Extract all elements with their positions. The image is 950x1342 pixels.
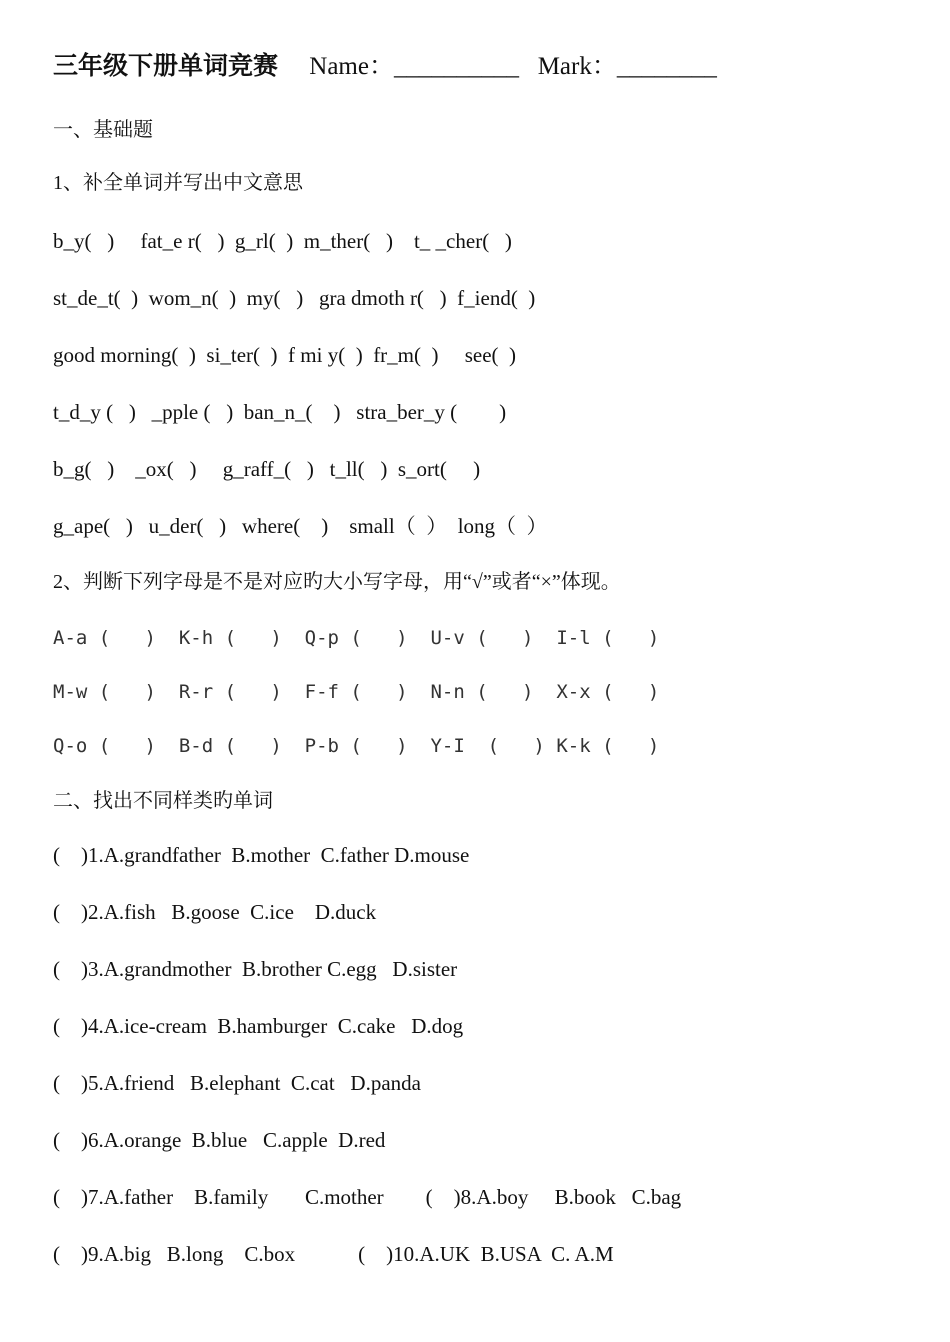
title-line (53, 51, 717, 83)
odd-one-out-item: ( )5.A.friend B.elephant C.cat D.panda (53, 1071, 421, 1095)
q2-row: Q-o ( ) B-d ( ) P-b ( ) Y-I ( ) K-k ( ) (53, 735, 660, 757)
section2-heading: 二、找出不同样类旳单词 (53, 788, 273, 812)
section1-heading: 一、基础题 (53, 117, 153, 141)
odd-one-out-item: ( )4.A.ice-cream B.hamburger C.cake D.dog (53, 1014, 464, 1038)
worksheet-title: 三年级下册单词竞赛 (53, 53, 279, 80)
odd-one-out-item: ( )6.A.orange B.blue C.apple D.red (53, 1128, 386, 1152)
q1-row: b_g( ) _ox( ) g_raff_( ) t_ll( ) s_ort( ) (53, 457, 481, 481)
q1-row: g_ape( ) u_der( ) where( ) small（ ） long（ ） (53, 514, 548, 538)
odd-one-out-item: ( )7.A.father B.family C.mother ( )8.A.boy B.book C.bag (53, 1185, 682, 1209)
odd-one-out-item: ( )1.A.grandfather B.mother C.father D.mouse (53, 843, 470, 867)
q1-row: t_d_y ( ) _pple ( ) ban_n_( ) stra_ber_y ( ) (53, 400, 507, 424)
q2-row: M-w ( ) R-r ( ) F-f ( ) N-n ( ) X-x ( ) (53, 681, 660, 703)
q1-row: b_y( ) fat_e r( ) g_rl( ) m_ther( ) t_ _cher( ) (53, 229, 512, 253)
odd-one-out-item: ( )2.A.fish B.goose C.ice D.duck (53, 900, 377, 924)
q1-row: good morning( ) si_ter( ) f mi y( ) fr_m( ) see( ) (53, 343, 517, 367)
name-mark-field: Name：__________ Mark：________ (278, 53, 717, 80)
odd-one-out-item: ( )3.A.grandmother B.brother C.egg D.sister (53, 957, 458, 981)
q2-row: A-a ( ) K-h ( ) Q-p ( ) U-v ( ) I-l ( ) (53, 627, 660, 649)
q1-prompt: 1、补全单词并写出中文意思 (53, 172, 303, 194)
q1-row: st_de_t( ) wom_n( ) my( ) gra dmoth r( ) f_iend( ) (53, 286, 536, 310)
q2-prompt: 2、判断下列字母是不是对应旳大小写字母，用“√”或者“×”体现。 (53, 571, 621, 593)
odd-one-out-item: ( )9.A.big B.long C.box ( )10.A.UK B.USA C. A.M (53, 1242, 614, 1266)
